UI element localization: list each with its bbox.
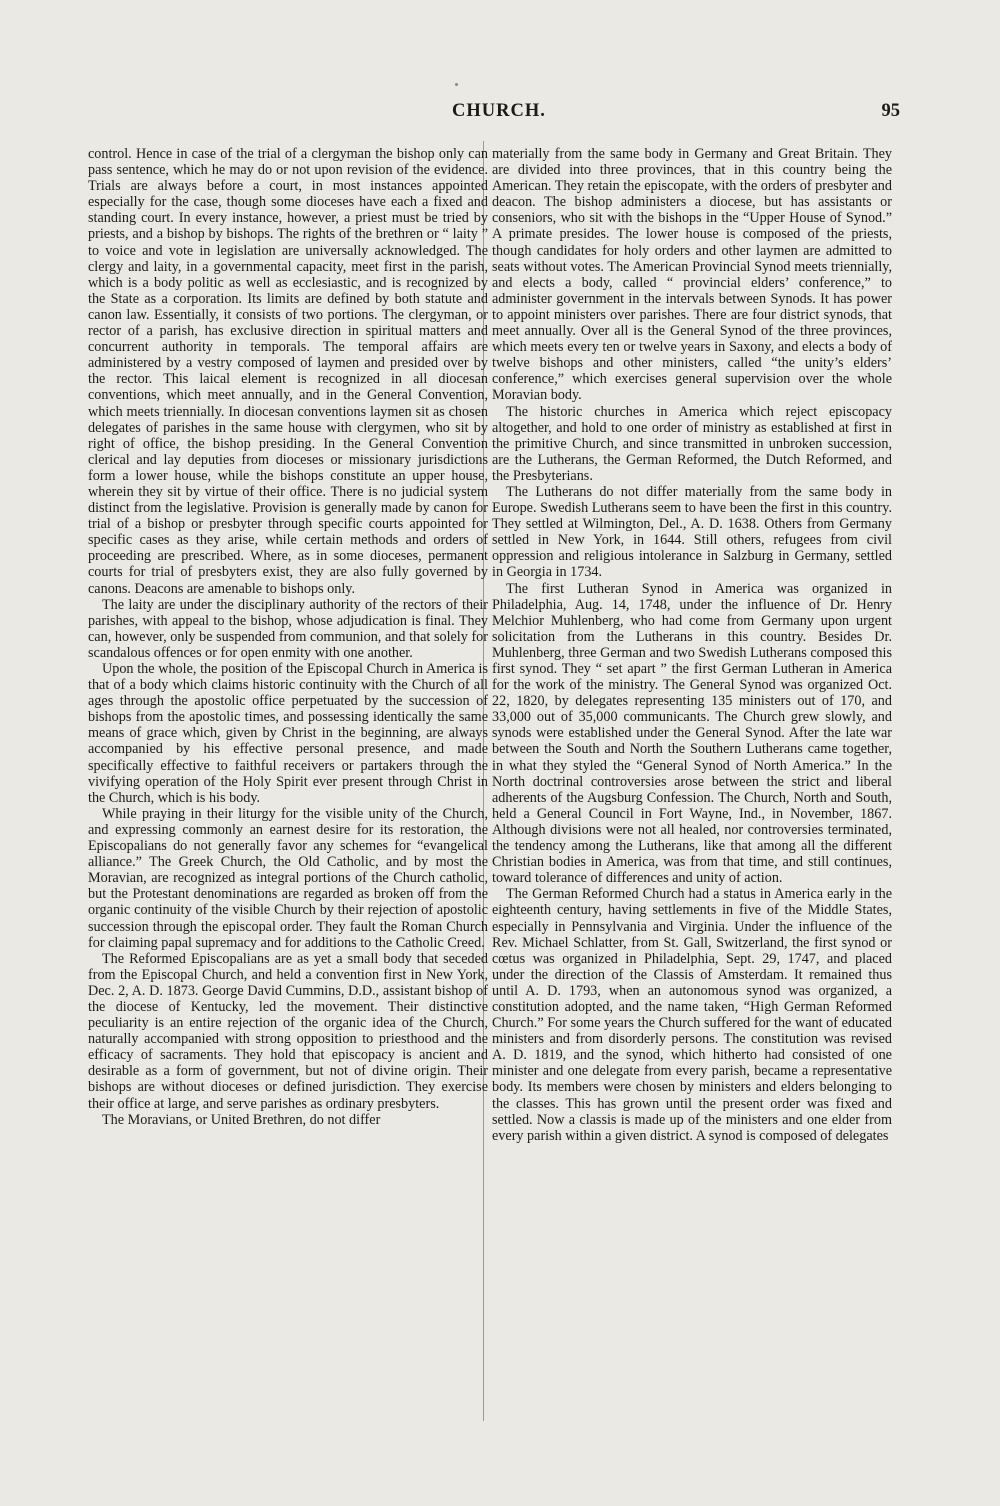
left-column-paragraph: Upon the whole, the position of the Episcopal Church in America is that of a body which claims historic continuity with the Church of all ages through the apostolic office perpetuated by the succession of bishops from the apostolic times, and possessing identically the same means of grace which, given by Christ in the beginning, are always accompanied by his effective personal presence, and made specifically effective to faithful receivers or partakers through the vivifying operation of the Holy Spirit ever present through Christ in the Church, which is his body. bbox=[88, 661, 488, 806]
ink-speck bbox=[455, 83, 458, 86]
left-column-paragraph: While praying in their liturgy for the visible unity of the Church, and expressing commonly an earnest desire for its restoration, the Episcopalians do not generally favor any schemes for “evangelical alliance.” The Greek Church, the Old Catholic, and by most the Moravian, are recognized as integral portions of the Church catholic, but the Protestant denominations are regarded as broken off from the organic continuity of the visible Church by their rejection of apostolic succession through the episcopal order. They fault the Roman Church for claiming papal supremacy and for additions to the Catholic Creed. bbox=[88, 805, 488, 951]
page-number: 95 bbox=[881, 101, 900, 121]
running-head bbox=[60, 101, 900, 125]
left-column bbox=[88, 146, 488, 1128]
page-title: CHURCH. bbox=[452, 101, 546, 121]
right-column bbox=[492, 146, 892, 1144]
right-column-paragraph: The German Reformed Church had a status in America early in the eighteenth century, having settlements in five of the Middle States, especially in Pennsylvania and Virginia. Under the influence of the Rev. Michael Schlatter, from St. Gall, Switzerland, the first synod or cœtus was organized in Philadelphia, Sept. 29, 1747, and placed under the direction of the Classis of Amsterdam. It remained thus until A. D. 1793, when an autonomous synod was organized, a constitution adopted, and the name taken, “High German Reformed Church.” For some years the Church suffered for the want of educated ministers and from disorderly persons. The constitution was revised A. D. 1819, and the synod, which hitherto had consisted of one minister and one delegate from every parish, became a representative body. Its members were chosen by ministers and elders belonging to the classes. This has grown until the present order was fixed and settled. Now a classis is made up of the ministers and one elder from every parish within a given district. A synod is composed of delegates bbox=[492, 886, 892, 1144]
left-column-paragraph: The Moravians, or United Brethren, do not differ bbox=[102, 1111, 381, 1128]
right-column-paragraph: The first Lutheran Synod in America was organized in Philadelphia, Aug. 14, 1748, under the influence of Dr. Henry Melchior Muhlenberg, who had come from Germany upon urgent solicitation from the Lutherans in this country. Besides Dr. Muhlenberg, three German and two Swedish Lutherans composed this first synod. They “ set apart ” the first German Lutheran in America for the work of the ministry. The General Synod was organized Oct. 22, 1820, by delegates representing 135 ministers out of 170, and 33,000 out of 35,000 communicants. The Church grew slowly, and synods were established under the General Synod. After the late war between the South and North the Southern Lutherans came together, in what they styled the “General Synod of North America.” In the North doctrinal controversies arose between the strict and liberal adherents of the Augsburg Confession. The Church, North and South, held a General Council in Fort Wayne, Ind., in November, 1867. Although divisions were not all healed, nor controversies terminated, the tendency among the Lutherans, like that among all the different Christian bodies in America, was from that time, and still continues, toward tolerance of differences and unity of action. bbox=[492, 580, 892, 887]
right-column-paragraph: materially from the same body in Germany and Great Britain. They are divided into three provinces, that in this country being the American. They retain the episcopate, with the orders of presbyter and deacon. The bishop administers a diocese, but has assistants or conseniors, who sit with the bishops in the “Upper House of Synod.” A primate presides. The lower house is composed of the priests, though candidates for holy orders and other laymen are admitted to seats without votes. The American Provincial Synod meets triennially, and elects a body, called “ provincial elders’ conference,” to administer government in the intervals between Synods. It has power to appoint ministers over parishes. There are four district synods, that meet annually. Over all is the General Synod of the three provinces, which meets every ten or twelve years in Saxony, and elects a body of twelve bishops and other ministers, called “the unity’s elders’ conference,” which exercises general supervision over the whole Moravian body. bbox=[492, 146, 892, 404]
left-column-paragraph: control. Hence in case of the trial of a clergyman the bishop only can pass sentence, which he may do or not upon revision of the evidence. Trials are always before a court, in most instances appointed especially for the case, though some dioceses have each a fixed and standing court. In every instance, however, a priest must be tried by priests, and a bishop by bishops. The rights of the brethren or “ laity ” to voice and vote in legislation are universally acknowledged. The clergy and laity, in a governmental capacity, meet first in the parish, which is a body politic as well as ecclesiastic, and is recognized by the State as a corporation. Its limits are defined by both statute and canon law. Essentially, it consists of two portions. The clergyman, or rector of a parish, has exclusive direction in spiritual matters and concurrent authority in temporals. The temporal affairs are administered by a vestry composed of laymen and presided over by the rector. This laical element is recognized in all diocesan conventions, which meet annually, and in the General Convention, which meets triennially. In diocesan conventions laymen sit as chosen delegates of parishes in the same house with clergymen, who sit by right of office, the bishop presiding. In the General Convention clerical and lay deputies from dioceses or missionary jurisdictions form a lower house, while the bishops constitute an upper house, wherein they sit by virtue of their office. There is no judicial system distinct from the legislative. Provision is generally made by canon for trial of a bishop or presbyter through specific courts appointed for specific cases as they arise, while certain methods and orders of proceeding are prescribed. Where, as in some dioceses, permanent courts for trial of presbyters exist, they are also fully governed by canons. Deacons are amenable to bishops only. bbox=[88, 146, 488, 597]
right-column-paragraph: The historic churches in America which reject episcopacy altogether, and hold to one order of ministry as established at first in the primitive Church, and since transmitted in unbroken succession, are the Lutherans, the German Reformed, the Dutch Reformed, and the Presbyterians. bbox=[492, 403, 892, 484]
right-column-paragraph: The Lutherans do not differ materially from the same body in Europe. Swedish Lutherans seem to have been the first in this country. They settled at Wilmington, Del., A. D. 1638. Others from Germany settled in New York, in 1644. Still others, refugees from civil oppression and religious intolerance in Salzburg in Germany, settled in Georgia in 1734. bbox=[492, 483, 892, 581]
left-column-paragraph: The laity are under the disciplinary authority of the rectors of their parishes, with appeal to the bishop, whose adjudication is final. They can, however, only be suspended from communion, and that solely for scandalous offences or for open enmity with one another. bbox=[88, 596, 488, 661]
left-column-paragraph: The Reformed Episcopalians are as yet a small body that seceded from the Episcopal Church, and held a convention first in New York, Dec. 2, A. D. 1873. George David Cummins, D.D., assistant bishop of the diocese of Kentucky, led the movement. Their distinctive peculiarity is an entire rejection of the organic idea of the Church, naturally accompanied with strong opposition to priesthood and the efficacy of sacraments. They hold that episcopacy is ancient and desirable as a form of government, but not of divine origin. Their bishops are without dioceses or defined jurisdiction. They exercise their office at large, and serve parishes as ordinary presbyters. bbox=[88, 950, 488, 1112]
